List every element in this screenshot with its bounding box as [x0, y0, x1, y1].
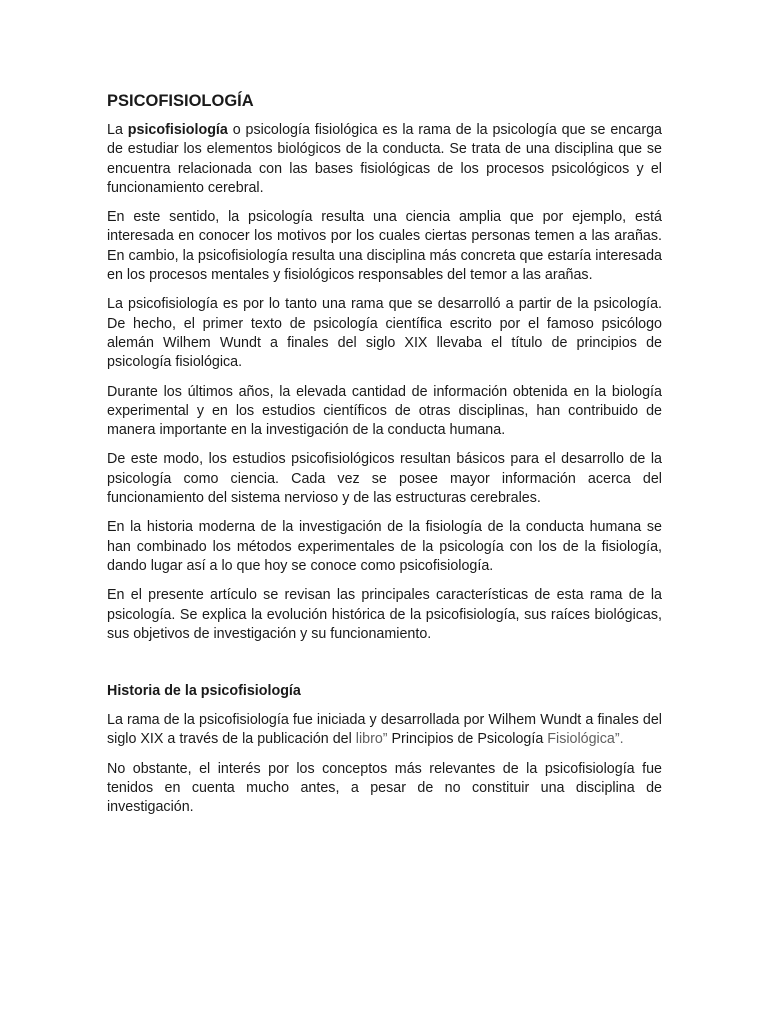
book-title-end: Fisiológica”.	[547, 731, 624, 748]
document-page	[107, 90, 662, 828]
intro-lead: La	[107, 122, 128, 138]
intro-paragraph	[107, 121, 662, 198]
document-title: PSICOFISIOLOGÍA	[107, 92, 254, 110]
intro-term: psicofisiología	[127, 122, 228, 138]
body-paragraph: De este modo, los estudios psicofisiológicos resultan básicos para el desarrollo de la psicología como ciencia. Cada vez se posee mayor información acerca del funcionamiento del sistema nervioso y de las estructuras cerebrales.	[107, 451, 662, 507]
closing-paragraph: No obstante, el interés por los conceptos más relevantes de la psicofisiología fue tenidos en cuenta mucho antes, a pesar de no constituir una disciplina de investigación.	[107, 760, 662, 816]
body-paragraph: En este sentido, la psicología resulta una ciencia amplia que por ejemplo, está interesada en conocer los motivos por los cuales ciertas personas temen a las arañas. En cambio, la psicofisiología resulta una disciplina más concreta que estaría interesada en los procesos mentales y fisiológicos responsables del temor a las arañas.	[107, 209, 662, 284]
body-paragraph: La psicofisiología es por lo tanto una rama que se desarrolló a partir de la psicología. De hecho, el primer texto de psicología científica escrito por el famoso psicólogo alemán Wilhem Wundt a finales del siglo XIX llevaba el título de principios de psicología fisiológica.	[107, 296, 662, 371]
section-heading: Historia de la psicofisiología	[107, 683, 301, 700]
history-middle: Principios de Psicología	[387, 731, 548, 748]
intro-rest: o psicología fisiológica es la rama de la psicología que se encarga de estudiar los elementos biológicos de la conducta. Se trata de una disciplina que se encuentra relacionada con las bases fisiológicas de los procesos psicológicos y el funcionamiento cerebral.	[107, 122, 663, 196]
body-paragraph: En el presente artículo se revisan las principales características de esta rama de la psicología. Se explica la evolución histórica de la psicofisiología, sus raíces biológicas, sus objetivos de investigación y su funcionamiento.	[107, 587, 662, 642]
book-link-text: libro”	[355, 731, 388, 748]
history-paragraph	[107, 711, 662, 750]
body-paragraph: En la historia moderna de la investigación de la fisiología de la conducta humana se han combinado los métodos experimentales de la psicología con los de la fisiología, dando lugar así a lo que hoy se conoce como psicofisiología.	[107, 519, 662, 574]
history-lead: La rama de la psicofisiología fue iniciada y desarrollada por Wilhem Wundt a finales del siglo XIX a través de la publicación del	[107, 712, 662, 748]
body-paragraph: Durante los últimos años, la elevada cantidad de información obtenida en la biología experimental y en los estudios científicos de otras disciplinas, han contribuido de manera importante en la investigación de la conducta humana.	[107, 383, 662, 439]
